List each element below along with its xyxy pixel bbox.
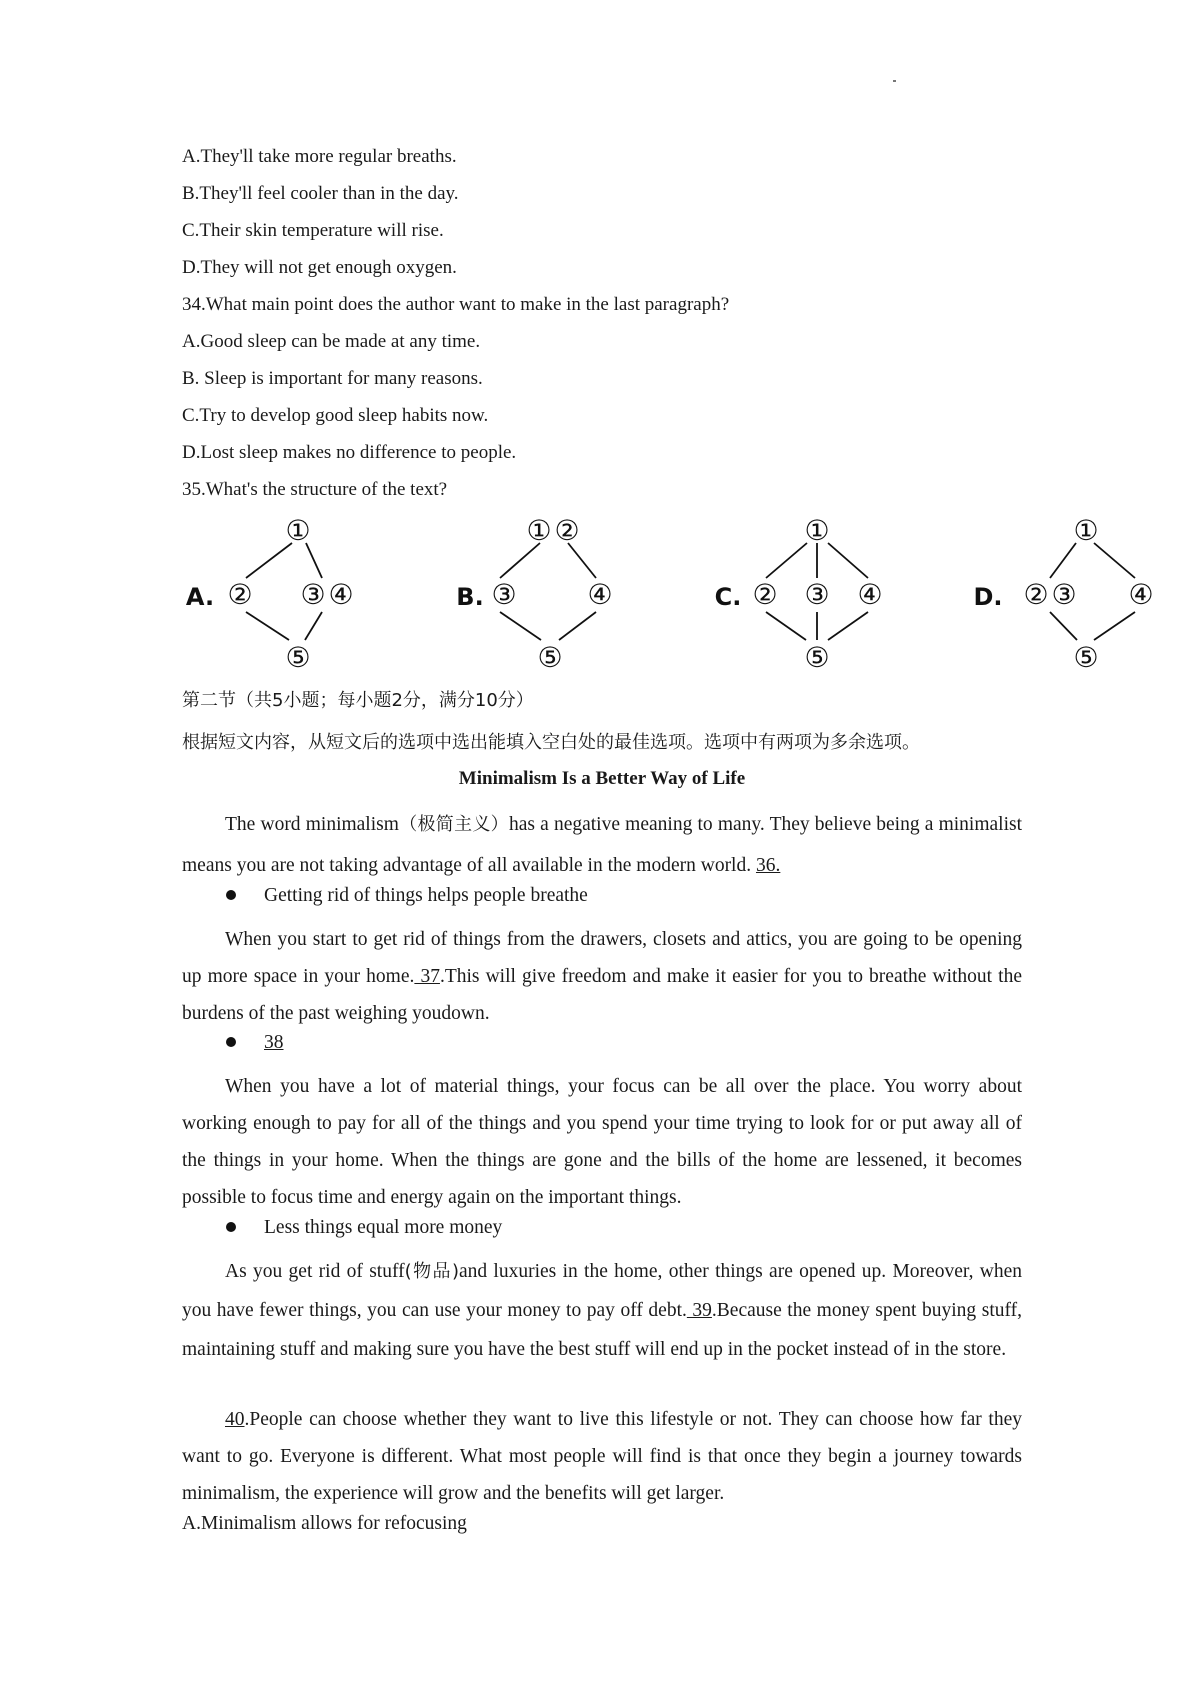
- q33-option-d: D.They will not get enough oxygen.: [182, 257, 457, 278]
- paragraph-5: 40.People can choose whether they want to live this lifestyle or not. They can choose how far they want to go. Everyone is different. What most people will find is that once they begin a journey towards minimalism, the experience will grow and the benefits will get larger.: [182, 1409, 1022, 1504]
- q33-option-a: A.They'll take more regular breaths.: [182, 146, 457, 167]
- diagram-label-d: D.: [973, 583, 1003, 611]
- paragraph-4: As you get rid of stuff(物品)and luxuries in the home, other things are opened up. Moreover, when you have fewer things, you can use your money to pay off debt. 39.Because the money spent buying stuff, maintaining stuff and making sure you have the best stuff will end up in the pocket instead of in the store.: [182, 1261, 1023, 1360]
- q34-option-c: C.Try to develop good sleep habits now.: [182, 405, 489, 426]
- diagram-c-node-5: ⑤: [804, 641, 830, 674]
- diagram-b-node-2: ②: [554, 514, 580, 547]
- diagram-d-node-5: ⑤: [1073, 641, 1099, 674]
- diagram-a-node-1: ①: [285, 514, 311, 547]
- passage-title: Minimalism Is a Better Way of Life: [458, 768, 746, 789]
- blank-40: 40: [225, 1409, 245, 1430]
- diagram-c-node-4: ④: [857, 578, 883, 611]
- q33-option-c: C.Their skin temperature will rise.: [182, 220, 444, 241]
- bullet-point-3: Less things equal more money: [226, 1217, 502, 1239]
- blank-38: 38: [264, 1032, 284, 1053]
- diagram-a-node-5: ⑤: [285, 641, 311, 674]
- q34-stem: 34.What main point does the author want to make in the last paragraph?: [182, 294, 730, 315]
- diagram-label-c: C.: [714, 583, 742, 611]
- q33-option-b: B.They'll feel cooler than in the day.: [182, 183, 459, 204]
- diagram-a-node-2: ②: [227, 578, 253, 611]
- paragraph-1: The word minimalism（极简主义）has a negative meaning to many. They believe being a minimalist means you are not taking advantage of all available in the modern world. 36.: [182, 814, 1023, 876]
- blank-39: 39: [686, 1300, 712, 1321]
- diagram-b-node-1: ①: [526, 514, 552, 547]
- blank-37: 37: [414, 966, 440, 987]
- diagram-label-b: B.: [456, 583, 484, 611]
- bullet-point-1: Getting rid of things helps people breathe: [226, 885, 588, 907]
- diagram-b-node-5: ⑤: [537, 641, 563, 674]
- diagram-a-node-3: ③: [300, 578, 326, 611]
- paragraph-2: When you start to get rid of things from the drawers, closets and attics, you are going to be opening up more space in your home. 37.This will give freedom and make it easier for you to breathe without the burdens of the past weighing youdown.: [182, 929, 1022, 1024]
- q35-stem: 35.What's the structure of the text?: [182, 479, 448, 500]
- section-heading: 第二节（共5小题；每小题2分，满分10分）: [182, 690, 534, 711]
- bullet-point-2: [226, 1032, 284, 1054]
- diagram-d-node-3: ③: [1051, 578, 1077, 611]
- answer-option-a: A.Minimalism allows for refocusing: [182, 1513, 467, 1534]
- diagram-d-node-1: ①: [1073, 514, 1099, 547]
- q34-option-a: A.Good sleep can be made at any time.: [182, 331, 481, 352]
- q34-option-b: B. Sleep is important for many reasons.: [182, 368, 483, 389]
- diagram-d-node-4: ④: [1128, 578, 1154, 611]
- diagram-label-a: A.: [185, 583, 215, 611]
- paragraph-3: When you have a lot of material things, your focus can be all over the place. You worry about working enough to pay for all of the things and you spend your time trying to look for or put away all of the things in your home. When the things are gone and the bills of the home are lessened, it becomes possible to focus time and energy again on the important things.: [182, 1076, 1022, 1208]
- q34-option-d: D.Lost sleep makes no difference to people.: [182, 442, 517, 463]
- section-instruction: 根据短文内容，从短文后的选项中选出能填入空白处的最佳选项。选项中有两项为多余选项。: [182, 732, 920, 753]
- diagram-a-node-4: ④: [328, 578, 354, 611]
- blank-36: 36.: [755, 855, 781, 876]
- diagram-c-node-1: ①: [804, 514, 830, 547]
- diagram-b-node-4: ④: [587, 578, 613, 611]
- diagram-c-node-3: ③: [804, 578, 830, 611]
- diagram-c-node-2: ②: [752, 578, 778, 611]
- diagram-d-node-2: ②: [1023, 578, 1049, 611]
- diagram-b-node-3: ③: [491, 578, 517, 611]
